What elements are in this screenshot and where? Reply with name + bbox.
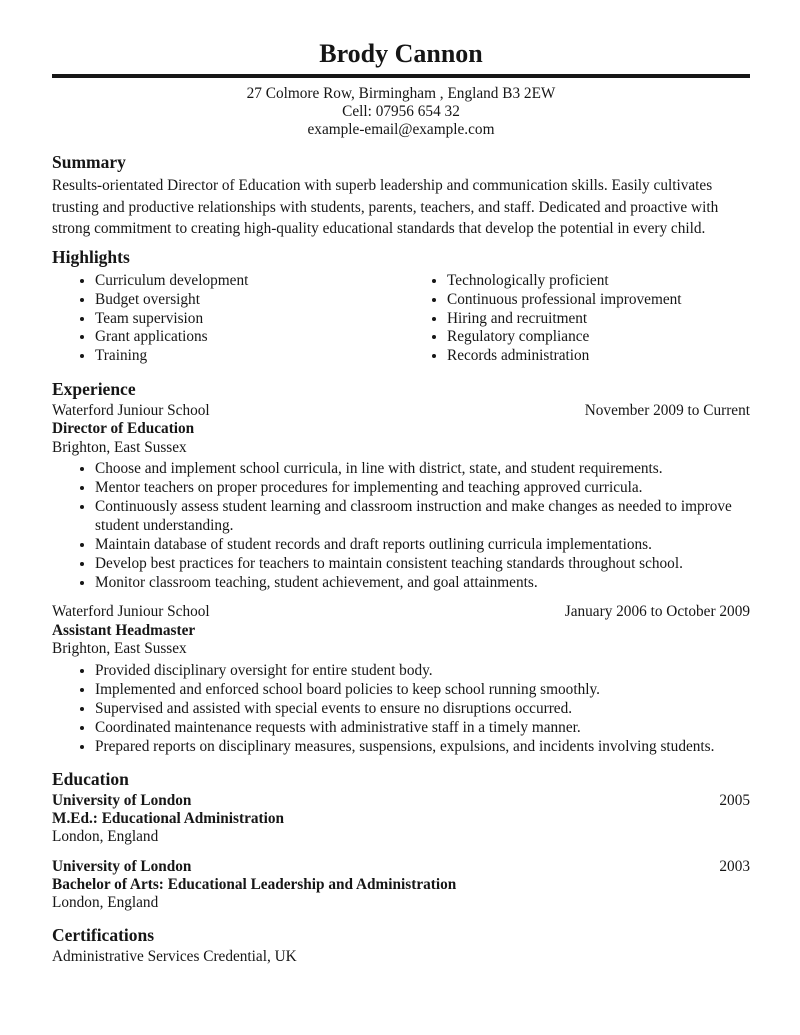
company-name: Waterford Juniour School <box>52 603 210 621</box>
job-bullet: • Mentor teachers on proper procedures for implementing and teaching approved curricula. <box>95 478 750 497</box>
job-bullet: • Develop best practices for teachers to maintain consistent teaching standards throughout school. <box>95 554 750 573</box>
highlight-item: • Budget oversight <box>95 291 404 310</box>
highlight-item: • Training <box>95 347 404 366</box>
job-header-row <box>52 603 750 622</box>
resume-header <box>52 40 750 139</box>
school-name: University of London <box>52 792 192 809</box>
job-bullet-list <box>52 661 750 756</box>
contact-block <box>52 85 750 139</box>
summary-heading: Summary <box>52 151 126 172</box>
graduation-year: 2005 <box>719 792 750 809</box>
email-line: example-email@example.com <box>307 120 495 138</box>
degree-title: Bachelor of Arts: Educational Leadership and Administration <box>52 875 457 893</box>
education-section <box>52 769 750 912</box>
job-title: Director of Education <box>52 420 195 438</box>
header-divider <box>52 74 750 78</box>
education-header-row <box>52 792 750 810</box>
summary-text: Results-orientated Director of Education with superb leadership and communication skills. Easily cultivates trusting and productive relationships with students, parents, teachers, and staff. Dedicated and proactive with strong commitment to creating high-quality educational standards that develop the potential in every child. <box>52 176 719 238</box>
phone-line: Cell: 07956 654 32 <box>342 102 460 120</box>
job-entry <box>52 603 750 756</box>
highlight-item: • Records administration <box>447 347 750 366</box>
highlight-item: • Grant applications <box>95 328 404 347</box>
job-bullet: • Choose and implement school curricula, in line with district, state, and student requirements. <box>95 459 750 478</box>
job-location: Brighton, East Sussex <box>52 438 187 456</box>
job-bullet: • Continuously assess student learning and classroom instruction and make changes as needed to improve student understanding. <box>95 497 750 535</box>
highlight-item: • Continuous professional improvement <box>447 291 750 310</box>
job-bullet: • Provided disciplinary oversight for entire student body. <box>95 661 750 680</box>
certifications-section <box>52 925 750 967</box>
highlights-section <box>52 247 750 366</box>
company-name: Waterford Juniour School <box>52 401 210 419</box>
school-location: London, England <box>52 828 159 846</box>
job-entry <box>52 402 750 593</box>
job-title: Assistant Headmaster <box>52 621 196 639</box>
job-bullet: • Prepared reports on disciplinary measures, suspensions, expulsions, and incidents involving students. <box>95 737 750 756</box>
highlights-left-list <box>52 272 404 366</box>
education-entry <box>52 858 750 913</box>
experience-heading: Experience <box>52 378 136 399</box>
education-entry <box>52 792 750 847</box>
highlight-item: • Technologically proficient <box>447 272 750 291</box>
school-location: London, England <box>52 894 159 912</box>
highlights-right-list <box>404 272 750 366</box>
job-bullet: • Monitor classroom teaching, student achievement, and goal attainments. <box>95 573 750 592</box>
job-dates: November 2009 to Current <box>584 401 750 419</box>
job-bullet: • Supervised and assisted with special events to ensure no disruptions occurred. <box>95 699 750 718</box>
highlights-columns <box>52 270 750 366</box>
job-bullet: • Maintain database of student records and draft reports outlining curricula implementations. <box>95 535 750 554</box>
education-header-row <box>52 858 750 876</box>
job-dates: January 2006 to October 2009 <box>564 603 750 621</box>
job-header-row <box>52 402 750 421</box>
school-name: University of London <box>52 857 192 875</box>
address-line: 27 Colmore Row, Birmingham , England B3 2EW <box>246 84 556 102</box>
job-bullet: • Implemented and enforced school board policies to keep school running smoothly. <box>95 680 750 699</box>
highlight-item: • Regulatory compliance <box>447 328 750 347</box>
job-bullet: • Coordinated maintenance requests with administrative staff in a timely manner. <box>95 718 750 737</box>
certifications-heading: Certifications <box>52 925 155 946</box>
job-bullet-list <box>52 459 750 592</box>
certification-item: Administrative Services Credential, UK <box>52 948 297 966</box>
highlights-heading: Highlights <box>52 247 130 268</box>
highlight-item: • Team supervision <box>95 310 404 329</box>
graduation-year: 2003 <box>719 857 750 875</box>
candidate-name: Brody Cannon <box>319 39 483 68</box>
degree-title: M.Ed.: Educational Administration <box>52 810 285 828</box>
education-heading: Education <box>52 768 129 789</box>
experience-section <box>52 379 750 756</box>
highlight-item: • Hiring and recruitment <box>447 310 750 329</box>
highlight-item: • Curriculum development <box>95 272 404 291</box>
summary-section <box>52 152 750 241</box>
job-location: Brighton, East Sussex <box>52 640 187 658</box>
